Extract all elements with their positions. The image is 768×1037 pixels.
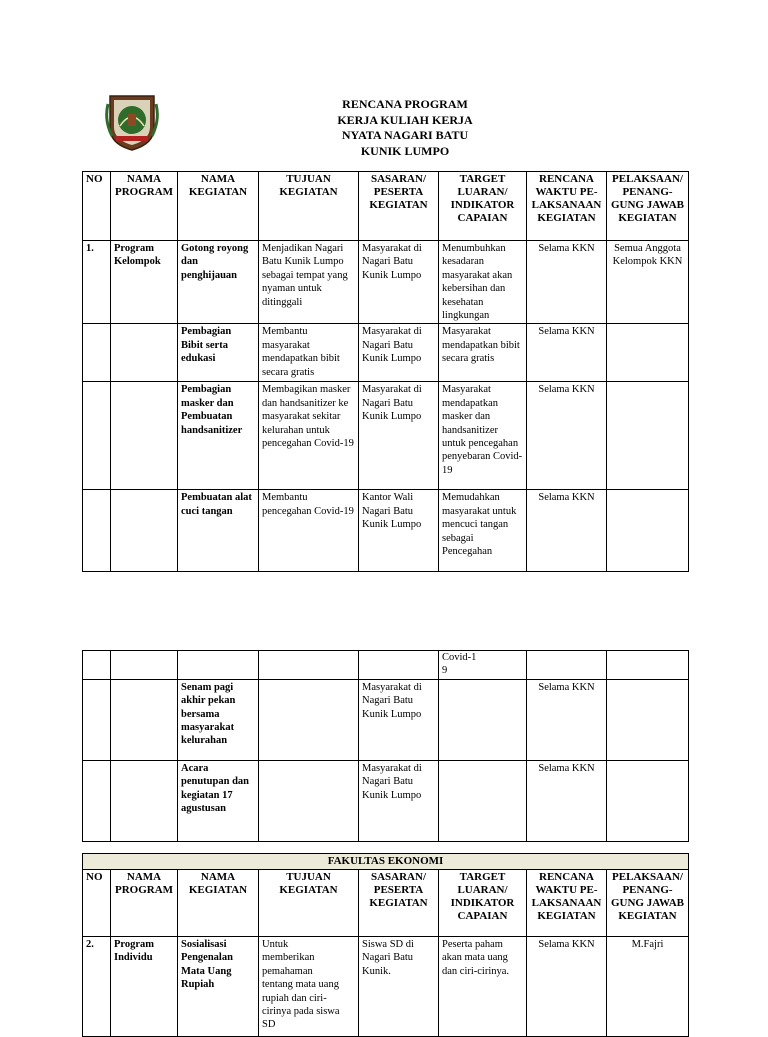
- cell-sasaran: [359, 651, 439, 680]
- cell-pelaksana: [607, 760, 689, 841]
- col-header-pelaksana: PELAKSAAN/ PENANG-GUNG JAWAB KEGIATAN: [607, 172, 689, 241]
- cell-tujuan: [259, 651, 359, 680]
- cell-tujuan: [259, 679, 359, 760]
- title-line: KUNIK LUMPO: [360, 143, 450, 158]
- cell-tujuan: [259, 760, 359, 841]
- cell-no: [83, 382, 111, 490]
- table-row: [83, 651, 689, 680]
- cell-program: [111, 651, 178, 680]
- table-row: [83, 382, 689, 490]
- title-line: RENCANA PROGRAM: [342, 97, 468, 111]
- cell-kegiatan-text: Sosialisasi Pengenalan Mata Uang Rupiah: [181, 939, 233, 991]
- col-header-tujuan: TUJUAN KEGIATAN: [259, 870, 359, 937]
- cell-no: [83, 760, 111, 841]
- cell-program: [111, 324, 178, 382]
- col-header-target: TARGET LUARAN/ INDIKATOR CAPAIAN: [439, 870, 527, 937]
- cell-pelaksana: Semua Anggota Kelompok KKN: [607, 241, 689, 324]
- document-title: [300, 97, 510, 159]
- col-header-program: NAMA PROGRAM: [111, 870, 178, 937]
- cell-target-text: Covid-19: [442, 652, 477, 677]
- cell-sasaran: Masyarakat di Nagari Batu Kunik Lumpo: [359, 324, 439, 382]
- cell-sasaran: Masyarakat di Nagari Batu Kunik Lumpo: [359, 241, 439, 324]
- cell-tujuan: Membantu masyarakat mendapatkan bibit secara gratis: [259, 324, 359, 382]
- cell-kegiatan: [178, 651, 259, 680]
- cell-no: 2.: [83, 937, 111, 1037]
- title-line: NYATA NAGARI BATU: [341, 128, 469, 142]
- cell-waktu: Selama KKN: [527, 937, 607, 1037]
- cell-no: [83, 651, 111, 680]
- cell-pelaksana: [607, 679, 689, 760]
- cell-no: [83, 324, 111, 382]
- table-row: [83, 490, 689, 572]
- col-header-program: NAMA PROGRAM: [111, 172, 178, 241]
- cell-tujuan-text: Untuk memberikan pemahaman tentang mata uang rupiah dan ciri-cirinya pada siswa SD: [262, 939, 340, 1031]
- cell-tujuan: Menjadikan Nagari Batu Kunik Lumpo sebagai tempat yang nyaman untuk ditinggali: [259, 241, 359, 324]
- cell-kegiatan-text: Acara penutupan dan kegiatan 17 agustusan: [181, 762, 249, 815]
- col-header-pelaksana: PELAKSAAN/ PENANG-GUNG JAWAB KEGIATAN: [607, 870, 689, 937]
- col-header-sasaran: SASARAN/ PESERTA KEGIATAN: [359, 172, 439, 241]
- col-header-tujuan: TUJUAN KEGIATAN: [259, 172, 359, 241]
- cell-sasaran: Kantor Wali Nagari Batu Kunik Lumpo: [359, 490, 439, 572]
- cell-kegiatan: [178, 937, 259, 1037]
- cell-sasaran-text: Masyarakat di Nagari Batu Kunik Lumpo: [362, 762, 422, 801]
- cell-target: Menumbuhkan kesadaran masyarakat akan kebersihan dan kesehatan lingkungan: [439, 241, 527, 324]
- cell-program: Program Individu: [111, 937, 178, 1037]
- table-row: [83, 679, 689, 760]
- cell-pelaksana: [607, 382, 689, 490]
- cell-pelaksana: [607, 324, 689, 382]
- cell-tujuan: [259, 937, 359, 1037]
- cell-tujuan: Membagikan masker dan handsanitizer ke masyarakat sekitar kelurahan untuk pencegahan Covid-19: [259, 382, 359, 490]
- table-row: [83, 760, 689, 841]
- cell-kegiatan: Pembuatan alat cuci tangan: [178, 490, 259, 572]
- col-header-waktu: RENCANA WAKTU PE-LAKSANAAN KEGIATAN: [527, 172, 607, 241]
- cell-program: [111, 679, 178, 760]
- cell-waktu: Selama KKN: [527, 760, 607, 841]
- cell-waktu: Selama KKN: [527, 324, 607, 382]
- cell-waktu: Selama KKN: [527, 490, 607, 572]
- program-table-1: [82, 171, 689, 572]
- cell-waktu: Selama KKN: [527, 241, 607, 324]
- table-header-row: [83, 870, 689, 937]
- cell-kegiatan: Senam pagi akhir pekan bersama masyarakat kelurahan: [178, 679, 259, 760]
- table-header-row: [83, 172, 689, 241]
- cell-no: 1.: [83, 241, 111, 324]
- section-title: FAKULTAS EKONOMI: [83, 854, 689, 870]
- col-header-no: NO: [83, 870, 111, 937]
- col-header-kegiatan: NAMA KEGIATAN: [178, 870, 259, 937]
- cell-sasaran: Masyarakat di Nagari Batu Kunik Lumpo: [359, 382, 439, 490]
- cell-tujuan: Membantu pencegahan Covid-19: [259, 490, 359, 572]
- program-table-3: [82, 853, 689, 1037]
- col-header-waktu: RENCANA WAKTU PE-LAKSANAAN KEGIATAN: [527, 870, 607, 937]
- program-table-2: [82, 650, 689, 842]
- cell-program: [111, 760, 178, 841]
- cell-pelaksana: M.Fajri: [607, 937, 689, 1037]
- regency-emblem-logo: [104, 90, 160, 152]
- cell-target: Masyarakat mendapatkan bibit secara gratis: [439, 324, 527, 382]
- table-row: [83, 937, 689, 1037]
- cell-sasaran: Siswa SD di Nagari Batu Kunik.: [359, 937, 439, 1037]
- cell-program: Program Kelompok: [111, 241, 178, 324]
- table-row: [83, 324, 689, 382]
- cell-target: Memudahkan masyarakat untuk mencuci tangan sebagai Pencegahan: [439, 490, 527, 572]
- cell-sasaran: [359, 679, 439, 760]
- cell-kegiatan: Pembagian Bibit serta edukasi: [178, 324, 259, 382]
- cell-kegiatan: Pembagian masker dan Pembuatan handsanitizer: [178, 382, 259, 490]
- cell-target: Peserta paham akan mata uang dan ciri-cirinya.: [439, 937, 527, 1037]
- cell-target: Masyarakat mendapatkan masker dan handsanitizer untuk pencegahan penyebaran Covid-19: [439, 382, 527, 490]
- col-header-target: TARGET LUARAN/ INDIKATOR CAPAIAN: [439, 172, 527, 241]
- cell-target: [439, 651, 527, 680]
- cell-waktu: Selama KKN: [527, 679, 607, 760]
- cell-waktu: Selama KKN: [527, 382, 607, 490]
- cell-no: [83, 490, 111, 572]
- cell-waktu: [527, 651, 607, 680]
- cell-target: [439, 679, 527, 760]
- cell-kegiatan: Gotong royong dan penghijauan: [178, 241, 259, 324]
- cell-pelaksana: [607, 651, 689, 680]
- cell-pelaksana: [607, 490, 689, 572]
- section-header-row: [83, 854, 689, 870]
- col-header-sasaran: SASARAN/ PESERTA KEGIATAN: [359, 870, 439, 937]
- cell-no: [83, 679, 111, 760]
- col-header-no: NO: [83, 172, 111, 241]
- cell-program: [111, 382, 178, 490]
- col-header-kegiatan: NAMA KEGIATAN: [178, 172, 259, 241]
- cell-target: [439, 760, 527, 841]
- cell-sasaran-text: Masyarakat di Nagari Batu Kunik Lumpo: [362, 681, 422, 720]
- table-row: [83, 241, 689, 324]
- title-line: KERJA KULIAH KERJA: [337, 112, 473, 127]
- cell-sasaran: [359, 760, 439, 841]
- cell-kegiatan: [178, 760, 259, 841]
- cell-program: [111, 490, 178, 572]
